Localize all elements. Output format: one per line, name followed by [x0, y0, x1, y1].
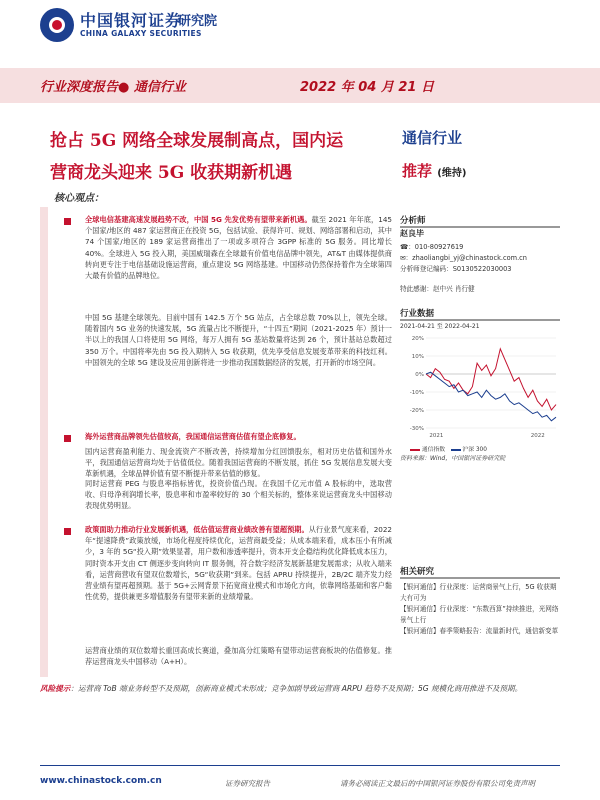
- divider: [400, 319, 560, 321]
- y-tick-label: -10%: [409, 390, 424, 396]
- x-tick-label: 2021: [429, 433, 444, 439]
- footer-report: 证券研究报告: [225, 779, 270, 788]
- report-title-line1: 抢占 5G 网络全球发展制高点，国内运: [50, 131, 344, 151]
- core-label: 核心观点：: [54, 193, 104, 204]
- risk-note: [40, 683, 560, 695]
- x-tick-label: 2022: [530, 433, 545, 439]
- report-date: 2022 年 04 月 21 日: [300, 80, 434, 95]
- chart-date-range: 2021-04-21 至 2022-04-21: [400, 323, 480, 330]
- related-item[interactable]: 【银河通信】行业深度：运营商景气上行，5G 收获期大有可为: [400, 583, 557, 602]
- divider: [400, 226, 560, 228]
- report-title-line2: 营商龙头迎来 5G 收获期新机遇: [50, 163, 293, 183]
- related-item[interactable]: 【银河通信】行业深度：“东数西算”持续推进，光网络景气上行: [400, 605, 559, 624]
- chart-source: 资料来源：Wind，中国银河证券研究院: [400, 455, 506, 462]
- y-tick-label: 20%: [411, 336, 424, 342]
- logo-english: CHINA GALAXY SECURITIES: [80, 29, 202, 38]
- risk-label: 风险提示: [40, 684, 71, 693]
- side-bar: [40, 207, 48, 677]
- paragraph-1: [85, 214, 392, 281]
- series-line: [426, 349, 556, 410]
- bullet-icon: [64, 435, 71, 442]
- analyst-contact: 特此感谢：赵中兴 肖行健: [400, 285, 475, 293]
- risk-text: ：运营商 ToB 端业务转型不及预期，创新商业模式未形成；竞争加剧导致运营商 ARPU 趋势不及预期；5G 规模化商用推进不及预期。: [70, 684, 523, 693]
- paragraph-heading: 政策面助力推动行业发展新机遇，低估值运营商业绩改善有望超预期。: [85, 525, 309, 534]
- paragraph-6: [85, 645, 392, 667]
- rating-status: (维持): [437, 168, 467, 179]
- analyst-name: 赵良毕: [400, 229, 424, 238]
- industry-data-heading: 行业数据: [400, 309, 435, 319]
- analyst-phone: ☎：010-80927619: [400, 243, 464, 251]
- y-tick-label: -20%: [409, 408, 424, 414]
- sector-name: 通信行业: [402, 129, 463, 147]
- report-type: 行业深度报告● 通信行业: [40, 80, 186, 95]
- paragraph-2: [85, 312, 392, 368]
- legend-swatch: [410, 449, 420, 451]
- paragraph-text: 中国 5G 基建全球领先。目前中国有 142.5 万个 5G 站点，占全球总数 70%以上，领先全球。随着国内 5G 业务的快速发展，5G 流量占比不断提升，“十四五”期间（2021-2025 年）预计一半以上的我国人口将使用 5G 网络，每万人拥有 5G 基站数量将达到 26 个，预计基站总数超过 350 万个。中国将率先由 5G 投入期转入 5G 收获期，优先享受信息发展变革带来的科技红利。中国领先的全球 5G 建设及应用创新将进一步推动我国数据经济的发展，打开新的市场空间。: [85, 313, 392, 367]
- paragraph-5: [85, 524, 392, 602]
- bullet-icon: [64, 218, 71, 225]
- analyst-email[interactable]: ✉：zhaoliangbi_yj@chinastock.com.cn: [400, 254, 527, 262]
- paragraph-heading: 海外运营商品牌领先估值较高，我国通信运营商估值有望企底修复。: [85, 432, 301, 441]
- paragraph-text: 截至 2021 年年底，145 个国家/地区的 487 家运营商正在投资 5G，包括试验、获得许可、规划、网络部署和启动，其中 74 个国家/地区的 189 家运营商推出了一项或多项符合 3GPP 标准的 5G 服务。同比增长 40%。全球进入 5G 投入期，美国威瑞森在全球最有价值电信品牌中领先，AT&T 由媒体提供商转向更专注于电信基础设施运营商，重点建设 5G 网络基建。中国移动仍然保持着作为全球第四大最有价值的品牌地位。: [85, 215, 392, 281]
- related-item[interactable]: 【银河通信】春季策略报告：流量新时代，通信新变革: [400, 627, 559, 635]
- footer-disclaimer: 请务必阅读正文最后的中国银河证券股份有限公司免责声明: [340, 779, 535, 788]
- bullet-icon: [64, 528, 71, 535]
- rating-label: 推荐: [402, 162, 433, 180]
- legend-label-telecom: 通信指数: [421, 447, 446, 453]
- analyst-cert: 分析师登记编码：S0130522030003: [400, 265, 512, 273]
- paragraph-text: 运营商业绩的双位数增长重回高成长赛道，叠加高分红策略有望带动运营商板块的估值修复。推荐运营商龙头中国移动（A+H）。: [85, 646, 392, 667]
- rating: [402, 160, 466, 181]
- divider: [400, 577, 560, 579]
- paragraph-text: 国内运营商盈利能力、现金流资产不断改善，持续增加分红回馈股东，相对历史估值和国外水平，我国通信运营商均处于估值低位。随着我国运营商的不断发展，抓住 5G 发展信息发展大变革新机遇，全球品牌价值有望不断提升带来估值的修复。: [85, 447, 392, 479]
- paragraph-text: 从行业景气度来看，2022 年“提速降费”政策放缓，市场化程度持续优化，运营商最受益；从成本端来看，成本压小有所减少，3 年的 5G“投入期”效果显著，用户数和渗透率提升，资本开支企稳结构优化降低成本压力，同时资本开支由 CT 侧逐步变向转向 IT 服务侧，符合数字经济发展新基建发展需求；从收入端来看，运营商营收有望双位数增长，5G“收获期”到来。包括 APRU 持续提升，2B/2C 端齐发力经营业绩有望再超预期。基于 5G+云网背景下拓宽商业模式和市场化方向，依靠网络基础和客户黏性优势，提供兼更多增值服务有望带来新的业绩增量。: [85, 525, 392, 602]
- y-tick-label: 0%: [415, 372, 424, 378]
- y-tick-label: -30%: [409, 426, 424, 432]
- footer-site[interactable]: www.chinastock.com.cn: [40, 776, 162, 786]
- chart-legend: [410, 444, 487, 453]
- legend-label-csi300: 沪深 300: [462, 447, 487, 453]
- paragraph-heading: 全球电信基建高速发展趋势不改，中国 5G 先发优势有望带来新机遇。: [85, 215, 312, 224]
- industry-chart: [400, 332, 560, 442]
- related-heading: 相关研究: [400, 567, 435, 577]
- analyst-heading: 分析师: [400, 216, 426, 226]
- legend-swatch: [451, 449, 461, 451]
- paragraph-3-body: [85, 446, 392, 480]
- institute-name: 研究院: [178, 14, 218, 29]
- paragraph-text: 同时运营商 PEG 与股息率指标皆优，投资价值凸现。在我国千亿元市值 A 股标的中，选取营收、归母净利润增长率，股息率和市盈率较好的 30 个相关标的，整体来说运营商龙头中国移动表现优势明显。: [85, 479, 392, 511]
- paragraph-3: [85, 431, 392, 442]
- y-tick-label: 10%: [411, 354, 424, 360]
- logo-icon: [40, 8, 74, 42]
- footer-divider: [40, 765, 560, 766]
- paragraph-4: [85, 478, 392, 512]
- logo-text: 中国银河证券: [80, 11, 183, 30]
